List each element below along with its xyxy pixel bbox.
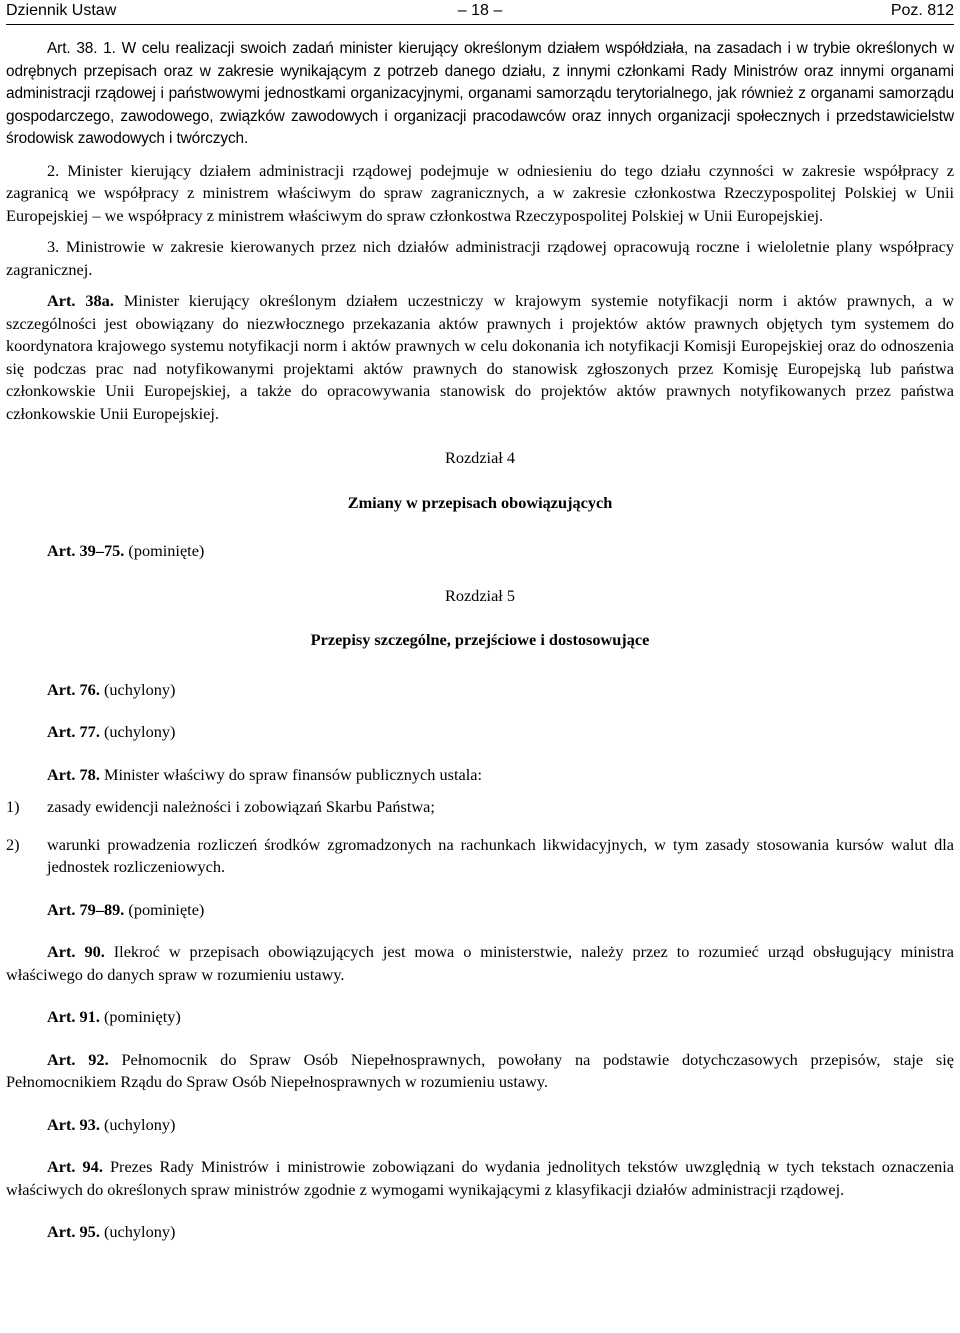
art-79-89-text: (pominięte): [128, 899, 205, 919]
art-95-text: (uchylony): [103, 1222, 176, 1241]
art-90-label: Art. 90.: [47, 942, 105, 961]
art-76-label: Art. 76.: [47, 679, 100, 699]
art-38-paragraph-1-text: W celu realizacji swoich zadań minister kierujący określonym działem współdziała, na zasadach i w trybie określonych w odrębnych przepisach oraz w zakresie wynikającym z potrzeb danego działu, z innymi członkami Rady Ministrów oraz innymi organami administracji rządowej i państwowymi jednostkami organizacyjnymi, organami samorządu terytorialnego, jak również z organami samorządu gospodarczego, zawodowego, związków zawodowych i organizacji pracodawców oraz innych organizacji społecznych i przedstawicielstw środowisk zawodowych i twórczych.: [6, 40, 954, 147]
journal-name: Dziennik Ustaw: [6, 2, 117, 19]
art-79-89: [6, 899, 954, 922]
position-number: Poz. 812: [890, 2, 954, 19]
art-90-text: Ilekroć w przepisach obowiązujących jest mowa o ministerstwie, należy przez to rozumieć urząd obsługujący ministra właściwego do danych spraw w rozumieniu ustawy.: [6, 942, 954, 984]
art-78-label: Art. 78.: [47, 764, 100, 784]
art-78-item-1: [6, 796, 954, 819]
art-95: [6, 1221, 954, 1244]
art-38a-label: Art. 38a.: [47, 291, 114, 310]
chapter-5-title: Rozdział 5: [444, 585, 516, 605]
header-divider: [6, 24, 954, 25]
art-91-text: (pominięty): [103, 1007, 181, 1026]
list-number: 1): [6, 797, 20, 816]
art-93-text: (uchylony): [103, 1114, 176, 1134]
art-91-label: Art. 91.: [47, 1007, 100, 1026]
chapter-5-name: Przepisy szczególne, przejściowe i dostosowujące: [310, 630, 650, 649]
art-94-text: Prezes Rady Ministrów i ministrowie zobowiązani do wydania jednolitych tekstów uwzględnią w tych tekstach oznaczenia właściwych do określonych spraw ministrów zgodnie z wymogami wynikającymi z klasyfikacji działów administracji rządowej.: [6, 1157, 954, 1199]
chapter-4-title: Rozdział 4: [444, 448, 516, 467]
art-92-text: Pełnomocnik do Spraw Osób Niepełnosprawnych, powołany na podstawie dotychczasowych przepisów, staje się Pełnomocnikiem Rządu do Spraw Osób Niepełnosprawnych w rozumieniu ustawy.: [6, 1049, 954, 1091]
art-79-89-label: Art. 79–89.: [47, 899, 125, 919]
art-90: [6, 941, 954, 986]
art-39-75-text: (pominięte): [128, 541, 205, 560]
art-95-label: Art. 95.: [47, 1222, 100, 1241]
art-77-label: Art. 77.: [47, 722, 100, 741]
document-body: [6, 38, 954, 1244]
art-78-item-2: [6, 834, 954, 879]
list-item-text: warunki prowadzenia rozliczeń środków zgromadzonych na rachunkach likwidacyjnych, w tym zasady stosowania kursów walut dla jednostek rozliczeniowych.: [47, 834, 954, 876]
art-93-label: Art. 93.: [47, 1114, 100, 1134]
art-93: [6, 1114, 954, 1137]
art-78-text: Minister właściwy do spraw finansów publicznych ustala:: [103, 764, 482, 784]
art-92-label: Art. 92.: [47, 1049, 109, 1069]
art-76: [6, 679, 954, 702]
chapter-4-name: Zmiany w przepisach obowiązujących: [347, 492, 613, 512]
art-38-paragraph-1: [6, 38, 954, 151]
art-38-paragraph-3: 3. Ministrowie w zakresie kierowanych przez nich działów administracji rządowej opracowują roczne i wieloletnie plany współpracy zagranicznej.: [6, 237, 954, 279]
art-91: [6, 1006, 954, 1029]
art-77: [6, 721, 954, 744]
page-number: – 18 –: [457, 2, 503, 19]
art-38-paragraph-2: 2. Minister kierujący działem administracji rządowej podejmuje w odniesieniu do tego działu czynności w zakresie współpracy z zagranicą we współpracy z ministrem właściwym do spraw zagranicznych, a w zakresie członkostwa Rzeczypospolitej Polskiej w Unii Europejskiej – we współpracy z ministrem właściwym do spraw członkostwa Rzeczypospolitej Polskiej w Unii Europejskiej.: [6, 160, 954, 225]
page-header: [6, 0, 954, 22]
art-77-text: (uchylony): [103, 722, 176, 741]
art-94-label: Art. 94.: [47, 1157, 103, 1176]
art-38-label: Art. 38. 1.: [47, 40, 116, 57]
art-39-75-label: Art. 39–75.: [47, 541, 125, 560]
art-38a-text: Minister kierujący określonym działem uczestniczy w krajowym systemie notyfikacji norm i aktów prawnych, a w szczególności jest obowiązany do niezwłocznego przekazania aktów prawnych i projektów aktów prawnych objętych tym systemem do koordynatora krajowego systemu notyfikacji norm i aktów prawnych w celu dokonania ich notyfikacji Komisji Europejskiej oraz do odnoszenia się podczas prac nad notyfikowanymi projektami aktów prawnych do stanowisk zgłoszonych przez Komisję Europejską lub państwa członkowskie Unii Europejskiej, a także do opracowywania stanowisk do projektów aktów prawnych notyfikowanych przez państwa członkowskie Unii Europejskiej.: [6, 291, 954, 423]
art-39-75: [6, 540, 954, 563]
art-78: [6, 764, 954, 787]
list-item-text: zasady ewidencji należności i zobowiązań Skarbu Państwa;: [47, 797, 435, 816]
art-94: [6, 1156, 954, 1201]
art-38a: [6, 290, 954, 425]
art-92: [6, 1049, 954, 1094]
art-76-text: (uchylony): [103, 679, 176, 699]
list-number: 2): [6, 834, 20, 854]
